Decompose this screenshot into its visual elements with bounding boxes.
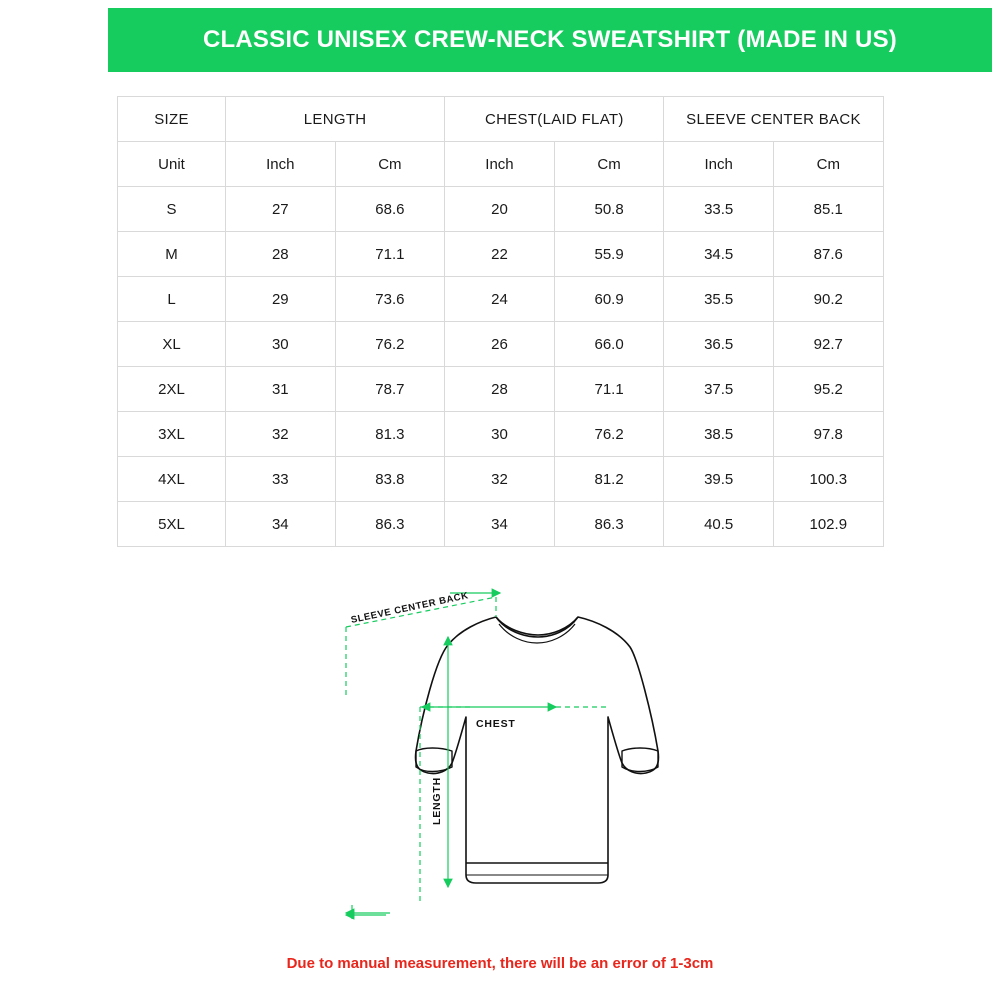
cell-chest-cm: 86.3 — [554, 502, 664, 547]
cell-sleeve-inch: 39.5 — [664, 457, 774, 502]
table-unit-row — [118, 142, 884, 187]
cell-size: 4XL — [118, 457, 226, 502]
cell-length-inch: 28 — [226, 232, 336, 277]
cell-length-cm: 83.8 — [335, 457, 445, 502]
cell-sleeve-cm: 87.6 — [773, 232, 883, 277]
cell-sleeve-inch: 36.5 — [664, 322, 774, 367]
cell-chest-cm: 66.0 — [554, 322, 664, 367]
cell-chest-inch: 26 — [445, 322, 555, 367]
cell-length-inch: 29 — [226, 277, 336, 322]
label-chest: CHEST — [476, 718, 516, 730]
cell-chest-inch: 24 — [445, 277, 555, 322]
page-title: CLASSIC UNISEX CREW-NECK SWEATSHIRT (MADE IN US) — [202, 26, 897, 53]
cell-sleeve-inch: 40.5 — [664, 502, 774, 547]
cell-size: 5XL — [118, 502, 226, 547]
table-row — [118, 412, 884, 457]
cell-size: 2XL — [118, 367, 226, 412]
cell-chest-cm: 81.2 — [554, 457, 664, 502]
unit-sleeve-cm: Cm — [773, 142, 883, 187]
header-sleeve: SLEEVE CENTER BACK — [664, 97, 883, 142]
table-row — [118, 457, 884, 502]
cell-sleeve-inch: 35.5 — [664, 277, 774, 322]
cell-length-inch: 27 — [226, 187, 336, 232]
table-row — [118, 502, 884, 547]
cell-length-cm: 81.3 — [335, 412, 445, 457]
cell-sleeve-cm: 95.2 — [773, 367, 883, 412]
cell-sleeve-inch: 34.5 — [664, 232, 774, 277]
cell-size: XL — [118, 322, 226, 367]
cell-sleeve-cm: 92.7 — [773, 322, 883, 367]
unit-chest-cm: Cm — [554, 142, 664, 187]
unit-sleeve-inch: Inch — [664, 142, 774, 187]
cell-size: S — [118, 187, 226, 232]
sweatshirt-outline — [416, 617, 659, 883]
cell-length-inch: 32 — [226, 412, 336, 457]
cell-length-cm: 76.2 — [335, 322, 445, 367]
cell-length-cm: 86.3 — [335, 502, 445, 547]
cell-length-cm: 68.6 — [335, 187, 445, 232]
measurement-note: Due to manual measurement, there will be an error of 1-3cm — [286, 955, 714, 972]
cell-length-inch: 30 — [226, 322, 336, 367]
table-row — [118, 367, 884, 412]
label-sleeve: SLEEVE CENTER BACK — [349, 590, 470, 626]
table-row — [118, 187, 884, 232]
header-banner — [108, 8, 992, 72]
garment-diagram — [300, 575, 720, 935]
cell-sleeve-inch: 37.5 — [664, 367, 774, 412]
cell-length-inch: 34 — [226, 502, 336, 547]
cell-length-cm: 71.1 — [335, 232, 445, 277]
size-table-container — [117, 96, 883, 547]
cell-sleeve-cm: 85.1 — [773, 187, 883, 232]
cell-size: L — [118, 277, 226, 322]
cell-size: 3XL — [118, 412, 226, 457]
label-length: LENGTH — [431, 777, 443, 825]
header-size: SIZE — [118, 97, 226, 142]
cell-sleeve-cm: 90.2 — [773, 277, 883, 322]
cell-chest-inch: 22 — [445, 232, 555, 277]
cell-chest-inch: 32 — [445, 457, 555, 502]
table-row — [118, 277, 884, 322]
cell-length-inch: 31 — [226, 367, 336, 412]
cell-sleeve-cm: 102.9 — [773, 502, 883, 547]
header-length: LENGTH — [226, 97, 445, 142]
cell-sleeve-inch: 38.5 — [664, 412, 774, 457]
size-table — [117, 96, 884, 547]
cell-length-cm: 73.6 — [335, 277, 445, 322]
cell-chest-cm: 76.2 — [554, 412, 664, 457]
cell-length-inch: 33 — [226, 457, 336, 502]
cell-chest-inch: 34 — [445, 502, 555, 547]
header-chest: CHEST(LAID FLAT) — [445, 97, 664, 142]
table-row — [118, 322, 884, 367]
table-group-header-row — [118, 97, 884, 142]
cell-chest-cm: 50.8 — [554, 187, 664, 232]
cell-chest-inch: 28 — [445, 367, 555, 412]
unit-chest-inch: Inch — [445, 142, 555, 187]
unit-length-cm: Cm — [335, 142, 445, 187]
table-row — [118, 232, 884, 277]
cell-sleeve-cm: 100.3 — [773, 457, 883, 502]
unit-label: Unit — [118, 142, 226, 187]
cell-chest-cm: 71.1 — [554, 367, 664, 412]
cell-length-cm: 78.7 — [335, 367, 445, 412]
cell-size: M — [118, 232, 226, 277]
cell-chest-inch: 20 — [445, 187, 555, 232]
cell-chest-cm: 60.9 — [554, 277, 664, 322]
unit-length-inch: Inch — [226, 142, 336, 187]
cell-sleeve-inch: 33.5 — [664, 187, 774, 232]
cell-chest-cm: 55.9 — [554, 232, 664, 277]
cell-chest-inch: 30 — [445, 412, 555, 457]
cell-sleeve-cm: 97.8 — [773, 412, 883, 457]
